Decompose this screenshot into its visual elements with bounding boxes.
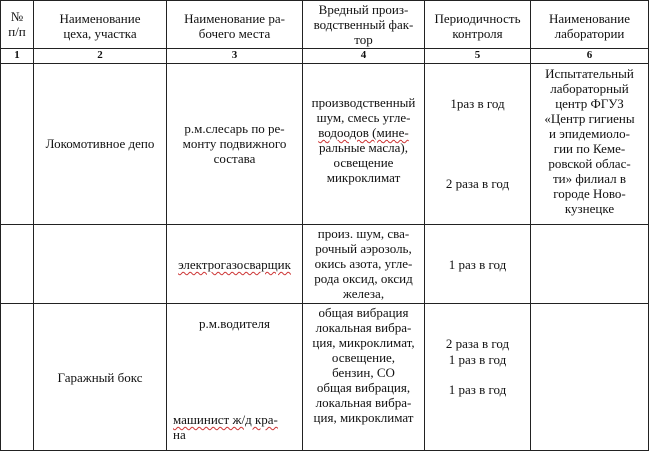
header-laboratory: Наименование лаборатории [549,11,630,41]
grid-line [0,0,1,451]
column-number: 6 [586,49,593,61]
header-harmful-factor: Вредный произ- водственный фак- тор [313,2,414,47]
control-period: 1 раз в год [448,257,507,272]
control-period: 1раз в год [450,96,505,111]
workplace-name: р.м.слесарь по ре- монту подвижного состава [182,121,287,166]
control-period: 2 раза в год [445,176,510,191]
shop-name: Гаражный бокс [57,370,143,385]
grid-line [0,63,649,64]
workplace-name: р.м.водителя [199,316,270,331]
column-number: 4 [360,49,367,61]
column-number: 1 [14,49,20,61]
control-period: 1 раз в год [448,352,507,367]
harmful-factor: произ. шум, сва- рочный аэрозоль, окись азота, угле- рода оксид, оксид железа, [314,226,413,301]
grid-line [0,0,649,1]
header-workplace: Наименование ра- бочего места [184,11,285,41]
column-number: 5 [474,49,481,61]
header-periodicity: Периодичность контроля [434,11,521,41]
workplace-name: машинист ж/д кра- на [173,412,278,442]
column-number: 3 [231,49,238,61]
shop-name: Локомотивное депо [45,136,155,151]
grid-line [0,303,649,304]
laboratory-name: Испытательный лабораторный центр ФГУЗ «Центр гигиены и эпидемиоло- гии по Кеме- ровской облас- ти» филиал в городе Ново- кузнецке [544,66,635,216]
grid-line [166,0,167,451]
control-period: 2 раза в год [445,336,510,351]
header-shop: Наименование цеха, участка [59,11,141,41]
column-number: 2 [97,49,103,61]
control-period: 1 раз в год [448,382,507,397]
harmful-factor: производственный шум, смесь угле- водоодов (мине- ральные масла), освещение микроклимат [311,95,416,185]
grid-line [648,0,649,451]
harmful-factor: общая вибрация локальная вибра- ция, микроклимат, освещение, бензин, СО общая вибрация, локальная вибра- ция, микроклимат [312,305,415,425]
workplace-name: электрогазосварщик [178,257,291,272]
header-number: № п/п [8,9,26,39]
grid-line [0,224,649,225]
